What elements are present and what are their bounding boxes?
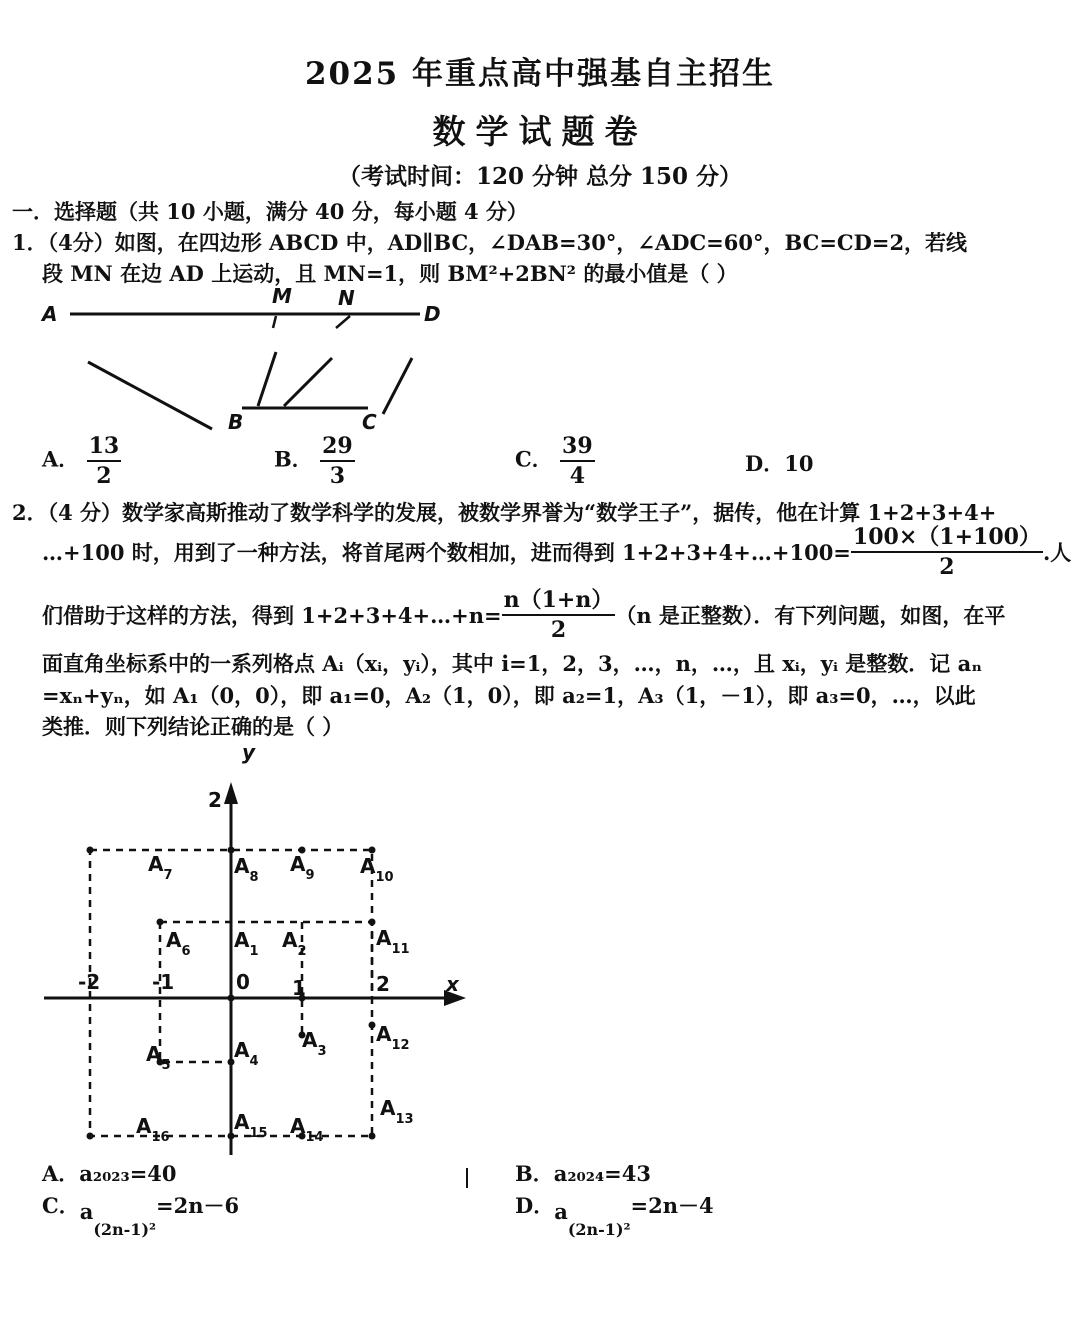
fraction-denominator: 2 (550, 617, 567, 643)
q2-option-d[interactable] (515, 1190, 714, 1239)
point-label-a10: $A_{10}$ (360, 854, 394, 885)
q1-option-a[interactable] (42, 432, 121, 490)
q2-line5: =xₙ+yₙ，如 A₁（0，0），即 a₁=0，A₂（1，0），即 a₂=1，A₃（1，－1），即 a₃=0，…，以此 (42, 683, 976, 708)
point-label-a12: $A_{12}$ (376, 1022, 410, 1053)
segment-bn (284, 358, 332, 406)
divider-mark (466, 1168, 468, 1188)
point-label-a1: $A_1$ (234, 928, 259, 959)
vertex-label-c: C (362, 410, 377, 434)
lattice-point (87, 847, 94, 854)
fraction-numerator: n（1+n） (502, 586, 616, 616)
point-label-a4: $A_4$ (234, 1038, 259, 1069)
q2-line2-text: …+100 时，用到了一种方法，将首尾两个数相加，进而得到 1+2+3+4+…+100= (42, 540, 851, 565)
x-tick-minus-1: -1 (152, 970, 175, 994)
y-axis-arrow (224, 782, 238, 804)
point-label-a11: $A_{11}$ (376, 926, 410, 957)
point-label-a7: $A_7$ (148, 852, 173, 883)
fraction-numerator: 13 (87, 432, 122, 462)
fraction-denominator: 3 (329, 463, 346, 489)
point-label-n: N (338, 286, 355, 310)
q2-line3-text: 们借助于这样的方法，得到 1+2+3+4+…+n= (42, 603, 502, 628)
q2-option-a[interactable]: A．a₂₀₂₃=40 (42, 1161, 177, 1186)
q2-sum-fraction (851, 523, 1043, 581)
q2-line4: 面直角坐标系中的一系列格点 Aᵢ（xᵢ，yᵢ），其中 i=1，2，3，…，n，…，且 xᵢ，yᵢ 是整数．记 aₙ (42, 651, 983, 676)
segment-bm (258, 352, 276, 406)
fraction-denominator: 4 (569, 463, 585, 489)
q2-option-c-subscript: (2n-1)² (93, 1220, 157, 1239)
lattice-point (369, 847, 376, 854)
fraction-numerator: 29 (320, 432, 355, 462)
segment-ab (88, 362, 212, 429)
q1-option-c-fraction (560, 432, 595, 490)
x-tick-2: 2 (376, 972, 390, 996)
point-label-a8: $A_8$ (234, 854, 259, 885)
tick-n (336, 316, 350, 328)
segment-cd (383, 358, 412, 414)
tick-m (273, 316, 276, 328)
lattice-point (87, 1133, 94, 1140)
fraction-numerator: 39 (560, 432, 595, 462)
q1-figure (40, 284, 460, 434)
q2-formula-fraction (502, 586, 616, 644)
q1-line1: 1．（4分）如图，在四边形 ABCD 中，AD∥BC，∠DAB=30°，∠ADC=60°，BC=CD=2，若线 (12, 230, 968, 255)
lattice-point (228, 995, 235, 1002)
exam-title: 2025 年重点高中强基自主招生 (304, 56, 776, 92)
quadrilateral-diagram (40, 284, 460, 434)
q1-option-b-label: B． (274, 446, 313, 472)
q2-line3 (42, 586, 1005, 644)
x-axis-label: x (446, 972, 459, 996)
fraction-denominator: 2 (939, 554, 955, 580)
q2-line2-end: .人 (1042, 540, 1072, 565)
q2-lattice-figure (40, 740, 480, 1160)
q2-option-d-label: D． (515, 1193, 555, 1218)
q2-option-d-expr: a (554, 1199, 568, 1224)
q1-option-d[interactable] (745, 448, 813, 478)
lattice-point (369, 1133, 376, 1140)
section-heading: 一．选择题（共 10 小题，满分 40 分，每小题 4 分） (12, 199, 528, 224)
q2-option-d-subscript: (2n-1)² (567, 1220, 631, 1239)
exam-subtitle: （考试时间：120 分钟 总分 150 分） (337, 163, 743, 190)
exam-subject-title: 数学试题卷 (432, 112, 648, 151)
q2-option-b[interactable]: B．a₂₀₂₄=43 (515, 1161, 651, 1186)
q1-line2: 段 MN 在边 AD 上运动，且 MN=1，则 BM²+2BN² 的最小值是（ ） (42, 261, 738, 286)
vertex-label-a: A (42, 302, 58, 326)
point-label-a3: $A_3$ (302, 1028, 327, 1059)
q2-option-c-expr: a (79, 1199, 94, 1224)
point-label-a6: $A_6$ (166, 928, 191, 959)
y-tick-2: 2 (208, 788, 222, 812)
lattice-point (369, 1022, 376, 1029)
point-label-a2: $A_2$ (282, 928, 307, 959)
y-axis-label: y (242, 740, 256, 764)
point-label-a9: $A_9$ (290, 852, 315, 883)
vertex-label-b: B (228, 410, 244, 434)
q1-option-c[interactable] (515, 432, 595, 490)
point-label-a5: $A_5$ (146, 1042, 171, 1073)
q2-option-d-rhs: =2n－4 (630, 1193, 714, 1218)
q1-option-c-label: C． (515, 446, 553, 472)
lattice-point (157, 919, 164, 926)
q2-line2 (42, 523, 1071, 581)
vertex-label-d: D (424, 302, 441, 326)
x-tick-1: 1 (292, 976, 306, 1000)
q1-option-d-label: D． (745, 451, 785, 476)
q1-option-b-fraction (320, 432, 355, 490)
lattice-point (228, 847, 235, 854)
q2-line3-end: （n 是正整数）．有下列问题，如图，在平 (615, 603, 1006, 628)
q2-line1: 2．（4 分）数学家高斯推动了数学科学的发展，被数学界誉为“数学王子”，据传，他在计算 1+2+3+4+ (12, 500, 997, 525)
q2-option-c-rhs: =2n－6 (156, 1193, 240, 1218)
q1-option-a-fraction (87, 432, 122, 490)
q1-option-d-value: 10 (784, 451, 814, 476)
q2-line6: 类推．则下列结论正确的是（ ） (42, 714, 344, 739)
lattice-point (369, 919, 376, 926)
fraction-denominator: 2 (96, 463, 112, 489)
q2-option-c[interactable] (42, 1190, 240, 1239)
point-label-a15: $A_{15}$ (234, 1110, 268, 1141)
point-label-a14: $A_{14}$ (290, 1114, 324, 1145)
point-label-m: M (272, 284, 292, 308)
q1-option-b[interactable] (274, 432, 355, 490)
x-tick-minus-2: -2 (78, 970, 101, 994)
inner-ring-top (160, 922, 372, 998)
fraction-numerator: 100×（1+100） (851, 523, 1043, 553)
point-label-a16: $A_{16}$ (136, 1114, 170, 1145)
point-label-a13: $A_{13}$ (380, 1096, 414, 1127)
q2-option-c-label: C． (42, 1193, 80, 1218)
q1-option-a-label: A． (42, 446, 80, 472)
origin-label: 0 (236, 970, 250, 994)
coordinate-plane (40, 740, 480, 1160)
